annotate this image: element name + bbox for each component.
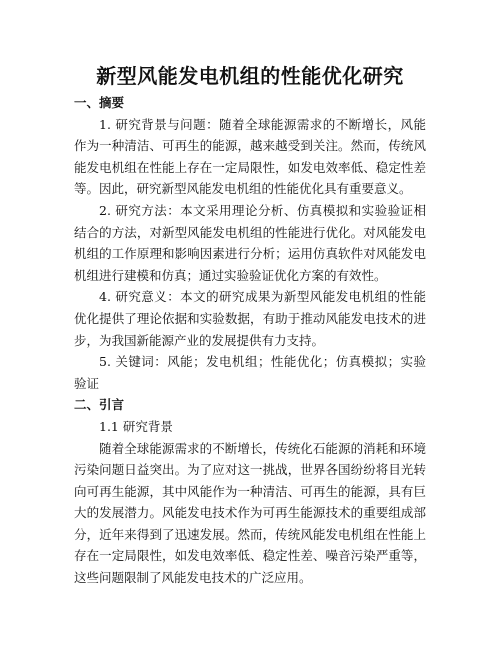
document-body: [74, 92, 426, 589]
abstract-paragraph-significance: 4. 研究意义：本文的研究成果为新型风能发电机组的性能优化提供了理论依据和实验数据，有助于推动风能发电技术的进步，为我国新能源产业的发展提供有力支持。: [74, 289, 426, 348]
abstract-paragraph-keywords: 5. 关键词：风能；发电机组；性能优化；仿真模拟；实验验证: [74, 354, 426, 391]
abstract-paragraph-method: 2. 研究方法：本文采用理论分析、仿真模拟和实验验证相结合的方法，对新型风能发电机组的性能进行优化。对风能发电机组的工作原理和影响因素进行分析；运用仿真软件对风能发电机组进行建模和仿真；通过实验验证优化方案的有效性。: [74, 202, 426, 283]
introduction-paragraph: 随着全球能源需求的不断增长，传统化石能源的消耗和环境污染问题日益突出。为了应对这一挑战，世界各国纷纷将目光转向可再生能源，其中风能作为一种清洁、可再生的能源，具有巨大的发展潜力。风能发电技术作为可再生能源技术的重要组成部分，近年来得到了迅速发展。然而，传统风能发电机组在性能上存在一定局限性，如发电效率低、稳定性差、噪音污染严重等，这些问题限制了风能发电技术的广泛应用。: [74, 440, 426, 586]
section-heading-introduction: 二、引言: [74, 397, 125, 413]
section-heading-abstract: 一、摘要: [74, 95, 125, 110]
document-title: 新型风能发电机组的性能优化研究: [96, 64, 404, 88]
abstract-paragraph-background: 1. 研究背景与问题：随着全球能源需求的不断增长，风能作为一种清洁、可再生的能源，越来越受到关注。然而，传统风能发电机组在性能上存在一定局限性，如发电效率低、稳定性差等。因此，研究新型风能发电机组的性能优化具有重要意义。: [74, 116, 426, 197]
subsection-heading-background: 1.1 研究背景: [99, 418, 173, 434]
